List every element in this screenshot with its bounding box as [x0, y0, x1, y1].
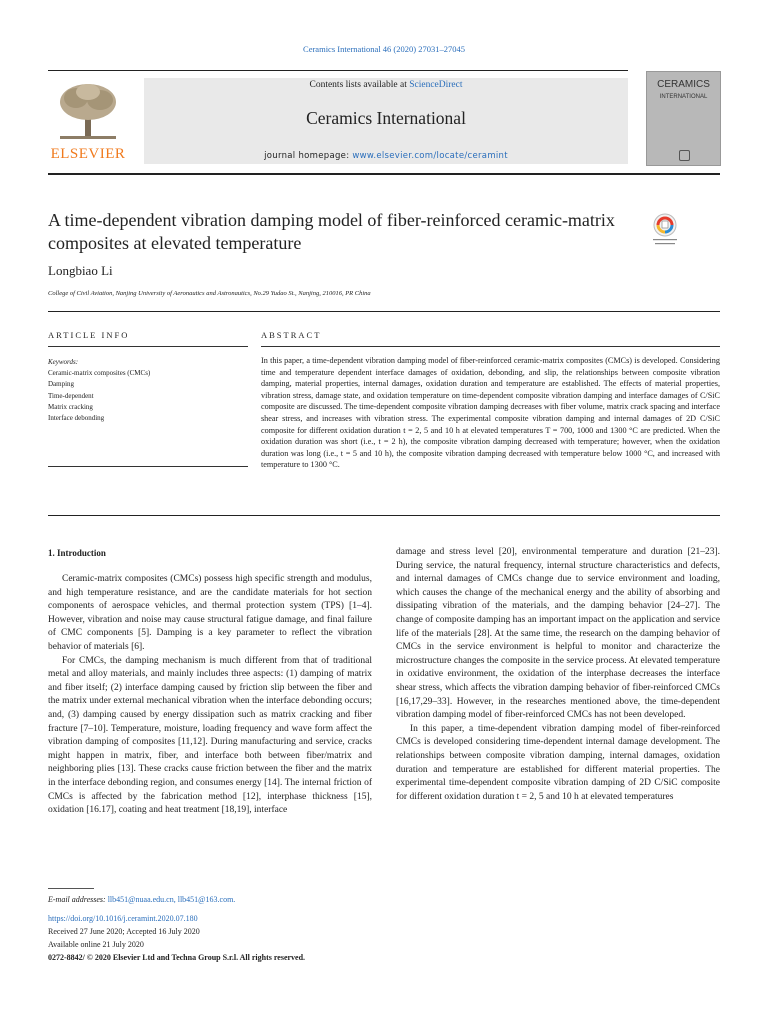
keyword-item: Damping: [48, 380, 75, 389]
abstract-heading: ABSTRACT: [261, 330, 322, 340]
elsevier-wordmark: ELSEVIER: [50, 146, 126, 162]
body-column-left: [48, 573, 372, 818]
author-affiliation: College of Civil Aviation, Nanjing University of Aeronautics and Astronautics, No.29 Yudao St., Nanjing, 210016, PR China: [48, 290, 371, 297]
elsevier-tree-icon: [52, 80, 124, 140]
journal-title: Ceramics International: [306, 108, 466, 128]
homepage-link[interactable]: www.elsevier.com/locate/ceramint: [352, 151, 508, 161]
section-heading-introduction: 1. Introduction: [48, 548, 106, 558]
contents-prefix: Contents lists available at: [309, 80, 410, 90]
article-info-rule: [48, 346, 248, 347]
email-footnote: [48, 895, 235, 904]
received-date: Received 27 June 2020; Accepted 16 July 2020: [48, 927, 200, 936]
contents-line: [144, 80, 628, 90]
online-date: Available online 21 July 2020: [48, 940, 144, 949]
body-paragraph: Ceramic-matrix composites (CMCs) possess high specific strength and modulus, and high temperature resistance, and are the candidate materials for hot section components of aerospace vehicles, and thermal protection system (TPS) [1–4]. However, vibration and noise may cause structural fatigue damage, and final failure of CMC components [5]. Damping is a key parameter to reflect the vibration behavior of materials [6].: [48, 574, 372, 652]
check-for-updates-icon[interactable]: [650, 212, 680, 252]
homepage-line: [144, 151, 628, 161]
elsevier-logo[interactable]: [48, 80, 128, 164]
keywords-block: [48, 357, 248, 424]
author-name[interactable]: Longbiao Li: [48, 263, 113, 278]
keyword-item: Matrix cracking: [48, 402, 93, 411]
cover-emblem-icon: [679, 150, 690, 161]
masthead-top-rule: [48, 70, 628, 71]
keyword-item: Ceramic-matrix composites (CMCs): [48, 369, 151, 378]
article-info-heading: ARTICLE INFO: [48, 330, 130, 340]
body-column-right: [396, 546, 720, 804]
cover-title: CERAMICS: [657, 79, 710, 90]
body-paragraph: In this paper, a time-dependent vibration damping model of fiber-reinforced CMCs is developed considering time-dependent internal damage development. The relationships between composite vibration damping, internal damages, oxidation duration and temperature are established for different material properties. The experimental time-dependent composite vibration damping of 2D C/SiC composite for different oxidation duration t = 2, 5 and 10 h at elevated temperatures: [396, 723, 720, 802]
article-title: A time-dependent vibration damping model of fiber-reinforced ceramic-matrix composites at elevated temperature: [48, 210, 615, 253]
sciencedirect-link[interactable]: ScienceDirect: [409, 80, 463, 90]
keyword-item: Interface debonding: [48, 414, 105, 423]
keyword-item: Time-dependent: [48, 391, 94, 400]
abstract-bottom-rule: [48, 515, 720, 516]
doi-link[interactable]: https://doi.org/10.1016/j.ceramint.2020.07.180: [48, 914, 198, 923]
keywords-label: Keywords:: [48, 358, 79, 366]
article-info-bottom-rule: [48, 466, 248, 467]
body-paragraph: For CMCs, the damping mechanism is much different from that of traditional metal and alloy materials, and mainly includes three aspects: (1) damping of matrix and fiber itself; (2) interface damping caused by friction slip between the fiber and the matrix under external mechanical vibration when the interface debonding occurs; and, (3) damping caused by energy dissipation such as matrix cracking and fiber fracture [7–10]. Temperature, moisture, loading frequency and wave form affect the vibration damping of composites [11,12]. During manufacturing and service, cracks might happen in matrix, fiber, and interface both between fiber/matrix and neighboring plies [13]. These cracks cause friction between the fiber and the matrix in the interface debonding region, and consumes energy [14]. The internal friction of CMCs is affected by the fabrication method [12], interphase thickness [15], oxidation [16.17], coating and heat treatment [18,19], interface: [48, 655, 372, 816]
abstract-text: In this paper, a time-dependent vibration damping model of fiber-reinforced ceramic-matrix composites (CMCs) is developed. Considering time and temperature dependent interface damages of oxidation, debonding, and slip, the relationships between composite vibration damping, material properties, internal damages, oxidation duration and temperature are established. The effects of material properties, vibration stress, damage state, and oxidation temperature on time-dependent composite vibration damping and interface damages of C/SiC composite are discussed. The time-dependent composite vibration damping decreases with fiber volume, matrix crack spacing and interface shear stress, and increases with vibration stress. The experimental composite vibration damping and internal damages of 2D C/SiC composite for different oxidation duration t = 2, 5 and 10 h at elevated temperatures T = 700, 1000 and 1300 °C are predicted. When the oxidation duration was short (i.e., t = 2 h), the composite vibration damping decreased with temperature; however, when the oxidation duration was long (i.e., t = 5 and 10 h), the composite vibration damping decreased with temperature below 1000 °C, and increased with temperature to 1300 °C.: [261, 356, 720, 470]
email-links[interactable]: llb451@nuaa.edu.cn, llb451@163.com.: [107, 895, 236, 904]
journal-cover-thumbnail[interactable]: [646, 71, 721, 166]
email-label: E-mail addresses:: [48, 895, 108, 904]
homepage-prefix: journal homepage:: [264, 151, 353, 161]
body-paragraph: damage and stress level [20], environmental temperature and duration [21–23]. During service, the natural frequency, internal structure characteristics and defects, and internal damages of CMCs change due to service environment and loading, which causes the change of the mechanical energy and the ability of absorbing and dissipating vibration of the materials, and the damping behavior [24–27]. The change of composite damping has an important impact on the application and service life of the materials [28]. At the same time, the research on the damping behavior of CMCs in the service environment is helpful to monitor and characterize the microstructure changes the composite in the service process. At elevated temperature in oxidative environment, the oxidation of the interphase decreases the interface shear stress, which affects the vibration damping behavior of fiber-reinforced CMCs [16,17,29–33]. However, in the researches mentioned above, the time-dependent vibration damping model of fiber-reinforced CMCs has not been developed.: [396, 547, 720, 721]
copyright-line: 0272-8842/ © 2020 Elsevier Ltd and Techna Group S.r.l. All rights reserved.: [48, 953, 306, 962]
masthead-bottom-rule: [48, 173, 720, 175]
cover-subtitle: INTERNATIONAL: [659, 94, 708, 100]
section-rule: [48, 311, 720, 312]
abstract-rule: [261, 346, 720, 347]
journal-citation[interactable]: Ceramics International 46 (2020) 27031–27045: [303, 44, 465, 54]
footnote-rule: [48, 888, 94, 889]
